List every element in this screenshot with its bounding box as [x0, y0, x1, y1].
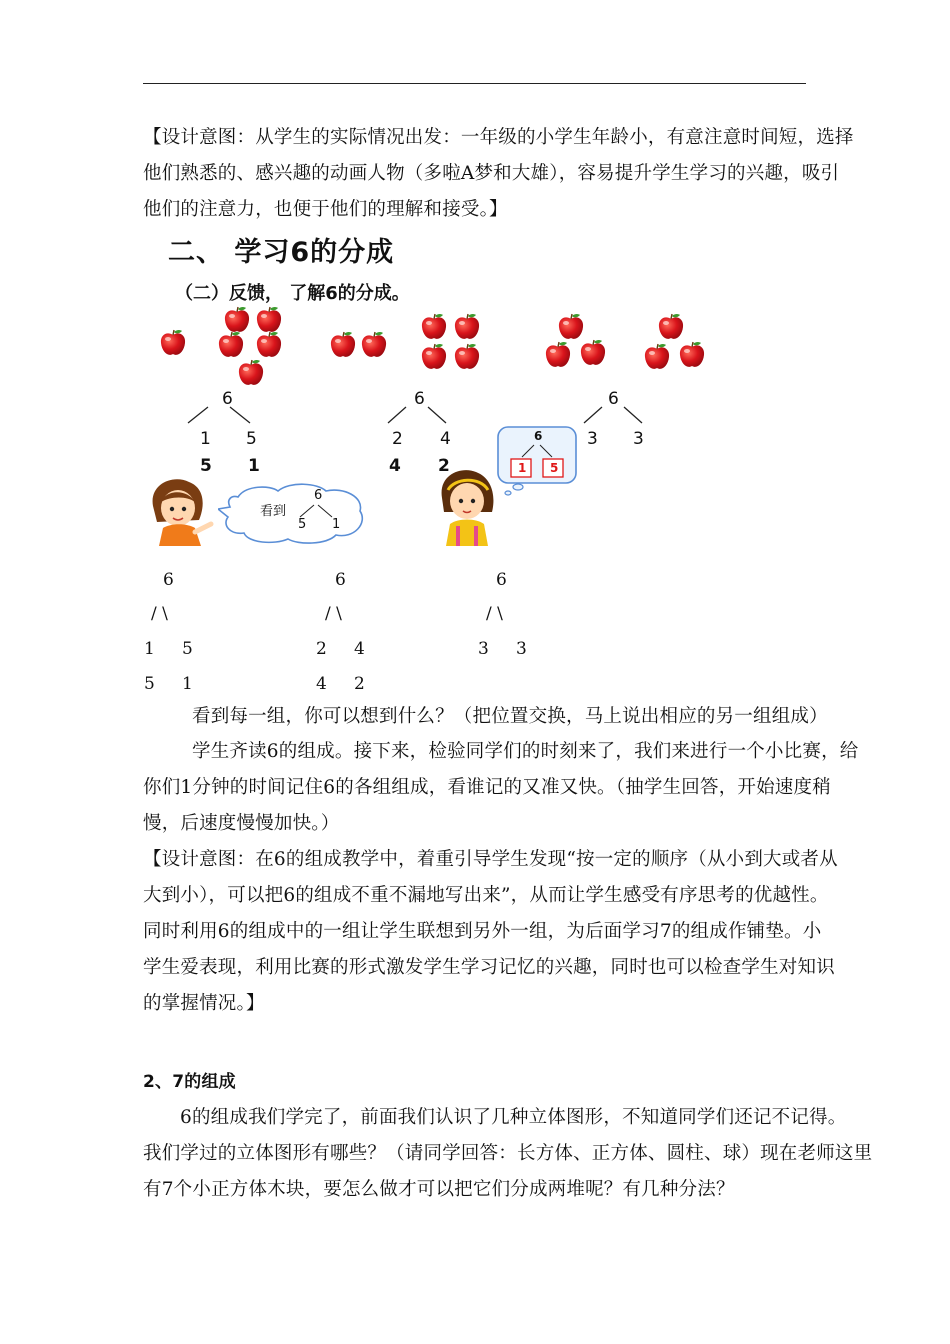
design-intent-2-line4: 学生爱表现，利用比赛的形式激发学生学习记忆的兴趣，同时也可以检查学生对知识: [143, 957, 835, 978]
tree1-top: 6: [222, 389, 233, 409]
apple-icon: [455, 314, 479, 339]
tree1-left: 1: [200, 429, 211, 449]
tree2-top: 6: [414, 389, 425, 409]
text-tree1-top: 6: [163, 570, 174, 590]
apple-icon: [331, 332, 355, 357]
girl-2-illustration: [436, 468, 498, 546]
section-2-line3: 有7个小正方体木块，要怎么做才可以把它们分成两堆呢？有几种分法？: [143, 1179, 735, 1200]
apple-group-3: [546, 314, 704, 369]
text-tree3-row1-right: 3: [516, 639, 527, 659]
bubble-2-top: 6: [534, 429, 543, 443]
girl-1-illustration: [143, 476, 223, 546]
body-paragraph-1: 看到每一组，你可以想到什么？（把位置交换，马上说出相应的另一组组成）: [192, 706, 828, 727]
apple-icon: [161, 330, 185, 355]
tree1-right: 5: [246, 429, 257, 449]
tree1-swap-left: 5: [200, 456, 212, 476]
tree2-right: 4: [440, 429, 451, 449]
tree1-swap-right: 1: [248, 456, 260, 476]
apple-icon: [362, 332, 386, 357]
apple-icon: [257, 332, 281, 357]
tree2-swap-right: 2: [438, 456, 450, 476]
tree2-left: 2: [392, 429, 403, 449]
text-tree2-row2-left: 4: [316, 674, 327, 694]
text-tree1-row1-left: 1: [144, 639, 155, 659]
apple-icon: [422, 314, 446, 339]
tree3-top: 6: [608, 389, 619, 409]
design-intent-2-line3: 同时利用6的组成中的一组让学生联想到另外一组，为后面学习7的组成作铺垫。小: [143, 921, 822, 942]
apple-icon: [546, 342, 570, 367]
section-2-line1: 6的组成我们学完了，前面我们认识了几种立体图形，不知道同学们还记不记得。: [180, 1107, 847, 1128]
header-rule: [143, 83, 806, 84]
apple-icon: [225, 307, 249, 332]
text-tree1-row1-right: 5: [182, 639, 193, 659]
body-paragraph-2-line3: 慢，后速度慢慢加快。）: [143, 813, 340, 834]
text-tree1-row2-left: 5: [144, 674, 155, 694]
design-intent-1-line2: 他们熟悉的、感兴趣的动画人物（多啦A梦和大雄），容易提升学生学习的兴趣，吸引: [143, 163, 840, 184]
design-intent-2-line1: 【设计意图：在6的组成教学中，着重引导学生发现“按一定的顺序（从小到大或者从: [143, 849, 838, 870]
apple-icon: [645, 344, 669, 369]
text-tree2-row1-right: 4: [354, 639, 365, 659]
tree3-left: 3: [587, 429, 598, 449]
text-tree2-row2-right: 2: [354, 674, 365, 694]
text-tree2-row1-left: 2: [316, 639, 327, 659]
apple-icon: [455, 344, 479, 369]
apple-icon: [257, 307, 281, 332]
bubble-2-left: 1: [518, 461, 527, 475]
body-paragraph-2-line1: 学生齐读6的组成。接下来，检验同学们的时刻来了，我们来进行一个小比赛，给: [192, 741, 859, 762]
text-tree3-top: 6: [496, 570, 507, 590]
body-paragraph-2-line2: 你们1分钟的时间记住6的各组组成，看谁记的又准又快。（抽学生回答，开始速度稍: [143, 777, 831, 798]
apple-icon: [219, 332, 243, 357]
sub-heading: （二）反馈， 了解6的分成。: [175, 283, 410, 304]
design-intent-1-line1: 【设计意图：从学生的实际情况出发：一年级的小学生年龄小，有意注意时间短，选择: [143, 127, 854, 148]
tree3-right: 3: [633, 429, 644, 449]
tree2-swap-left: 4: [389, 456, 401, 476]
design-intent-2-line2: 大到小），可以把6的组成不重不漏地写出来”，从而让学生感受有序思考的优越性。: [143, 885, 829, 906]
bubble-1-left: 5: [298, 517, 307, 532]
apple-icon: [581, 340, 605, 365]
apple-groups-illustration: [150, 300, 730, 395]
bubble-1-label: 看到: [260, 504, 287, 519]
design-intent-1-line3: 他们的注意力，也便于他们的理解和接受。】: [143, 199, 508, 220]
bubble-1-right: 1: [332, 517, 341, 532]
section-2-line2: 我们学过的立体图形有哪些？（请同学回答：长方体、正方体、圆柱、球）现在老师这里: [143, 1143, 873, 1164]
section-heading: 二、 学习6的分成: [168, 237, 395, 268]
text-tree2-top: 6: [335, 570, 346, 590]
bubble-2-right: 5: [550, 461, 559, 475]
apple-icon: [680, 342, 704, 367]
text-tree1-row2-right: 1: [182, 674, 193, 694]
text-tree2-branches: / \: [325, 604, 342, 624]
apple-icon: [422, 344, 446, 369]
design-intent-2-line5: 的掌握情况。】: [143, 993, 265, 1014]
apple-icon: [659, 314, 683, 339]
speech-bubble-1: [218, 483, 370, 545]
text-tree3-branches: / \: [486, 604, 503, 624]
text-tree3-row1-left: 3: [478, 639, 489, 659]
text-tree1-branches: / \: [151, 604, 168, 624]
apple-icon: [239, 360, 263, 385]
section-2-title: 2、7的组成: [143, 1072, 236, 1092]
apple-group-2: [331, 314, 479, 369]
apple-group-1: [161, 307, 281, 385]
apple-icon: [559, 314, 583, 339]
bubble-1-top: 6: [314, 488, 323, 503]
